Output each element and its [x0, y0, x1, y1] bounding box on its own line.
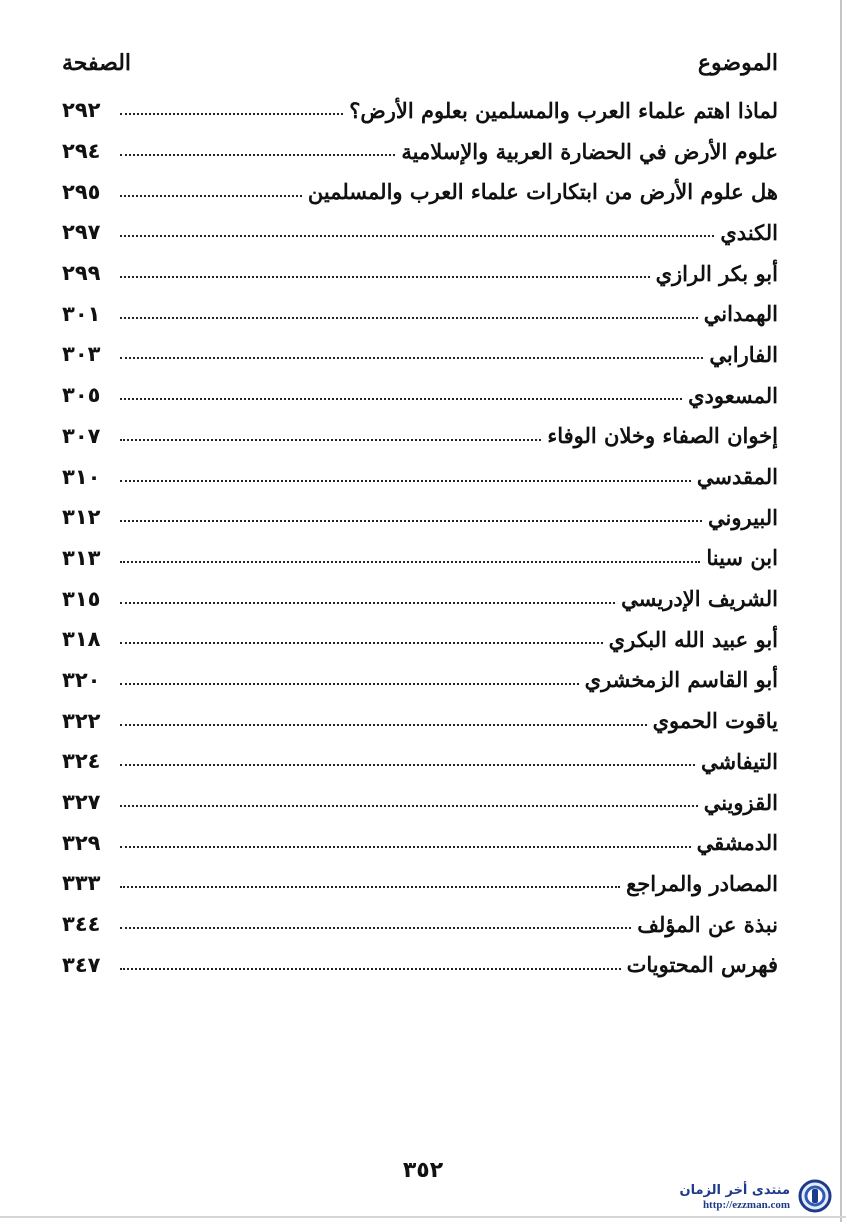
dot-leader — [120, 480, 691, 482]
toc-entry-title: ابن سينا — [706, 545, 778, 571]
toc-entry[interactable] — [62, 538, 778, 579]
toc-entry[interactable] — [62, 456, 778, 497]
toc-entry-page: ٣٢٤ — [62, 749, 101, 774]
toc-entry-title: نبذة عن المؤلف — [637, 911, 778, 937]
toc-entry[interactable] — [62, 293, 778, 334]
toc-entry-page: ٣١٠ — [62, 464, 101, 489]
toc-entry-title: المسعودي — [688, 382, 778, 408]
toc-entry-page: ٣٢٩ — [62, 830, 101, 855]
dot-leader — [120, 927, 631, 929]
toc-entry[interactable] — [62, 212, 778, 253]
dot-leader — [120, 683, 579, 685]
dot-leader — [120, 764, 695, 766]
toc-entry[interactable] — [62, 822, 778, 863]
toc-entry[interactable] — [62, 741, 778, 782]
dot-leader — [120, 154, 395, 156]
toc-entry-page: ٣٢٠ — [62, 667, 101, 692]
toc-entry[interactable] — [62, 578, 778, 619]
toc-header — [62, 50, 778, 86]
watermark-name: منتدى أخر الزمان — [679, 1183, 790, 1199]
toc-entry[interactable] — [62, 416, 778, 457]
dot-leader — [120, 968, 621, 970]
toc-entry[interactable] — [62, 90, 778, 131]
toc-entry-page: ٣١٥ — [62, 586, 101, 611]
dot-leader — [120, 846, 691, 848]
toc-entry-page: ٣٠٧ — [62, 423, 101, 448]
toc-entry[interactable] — [62, 171, 778, 212]
topic-column-label: الموضوع — [697, 50, 778, 76]
toc-entry-page: ٣٤٤ — [62, 912, 101, 937]
dot-leader — [120, 195, 302, 197]
toc-entry[interactable] — [62, 497, 778, 538]
toc-entry-page: ٣٤٧ — [62, 952, 101, 977]
dot-leader — [120, 113, 343, 115]
page-column-label: الصفحة — [62, 50, 132, 76]
page-edge-right — [840, 0, 842, 1222]
toc-entry-title: أبو القاسم الزمخشري — [584, 667, 778, 693]
dot-leader — [120, 886, 620, 888]
toc-entry-title: الدمشقي — [696, 830, 778, 856]
dot-leader — [120, 317, 698, 319]
dot-leader — [120, 602, 615, 604]
dot-leader — [120, 642, 603, 644]
toc-entry-title: علوم الأرض في الحضارة العربية والإسلامية — [401, 138, 778, 164]
toc-entry[interactable] — [62, 944, 778, 985]
toc-entry-title: أبو بكر الرازي — [655, 260, 778, 286]
toc-entry-title: هل علوم الأرض من ابتكارات علماء العرب والمسلمين — [307, 179, 778, 205]
toc-entry-page: ٣١٨ — [62, 627, 101, 652]
toc-entry-title: الشريف الإدريسي — [621, 586, 778, 612]
toc-entry[interactable] — [62, 375, 778, 416]
toc-entry-title: الهمداني — [703, 301, 778, 327]
dot-leader — [120, 276, 650, 278]
toc-entry[interactable] — [62, 334, 778, 375]
toc-entry-page: ٣١٢ — [62, 505, 101, 530]
toc-entry-title: أبو عبيد الله البكري — [608, 626, 778, 652]
dot-leader — [120, 520, 702, 522]
toc-entry-title: إخوان الصفاء وخلان الوفاء — [547, 423, 778, 449]
toc-entry-title: لماذا اهتم علماء العرب والمسلمين بعلوم الأرض؟ — [349, 97, 778, 123]
toc-entry-page: ٣٠١ — [62, 301, 101, 326]
toc-entry-title: المقدسي — [696, 464, 778, 490]
toc-entry-title: فهرس المحتويات — [626, 952, 778, 978]
toc-entry-page: ٣٠٥ — [62, 383, 101, 408]
toc-entry[interactable] — [62, 619, 778, 660]
table-of-contents — [62, 90, 778, 985]
toc-entry[interactable] — [62, 660, 778, 701]
watermark-text — [680, 1184, 791, 1212]
dot-leader — [120, 724, 647, 726]
toc-entry[interactable] — [62, 863, 778, 904]
forum-logo-icon — [798, 1179, 832, 1217]
dot-leader — [120, 398, 682, 400]
toc-entry-title: المصادر والمراجع — [626, 870, 778, 896]
toc-entry-page: ٢٩٢ — [62, 98, 101, 123]
toc-entry-title: الكندي — [720, 219, 778, 245]
dot-leader — [120, 805, 698, 807]
toc-entry-page: ٢٩٥ — [62, 179, 101, 204]
toc-entry[interactable] — [62, 782, 778, 823]
toc-entry-title: الفارابي — [709, 341, 778, 367]
dot-leader — [120, 235, 714, 237]
toc-entry-page: ٣٢٧ — [62, 790, 101, 815]
dot-leader — [120, 561, 700, 563]
toc-entry-title: البيروني — [708, 504, 778, 530]
toc-entry[interactable] — [62, 131, 778, 172]
dot-leader — [120, 439, 541, 441]
toc-entry-page: ٣١٣ — [62, 545, 101, 570]
watermark-url[interactable]: http://ezzman.com — [702, 1199, 790, 1212]
dot-leader — [120, 357, 703, 359]
page-number: ٣٥٢ — [402, 1158, 444, 1183]
toc-entry[interactable] — [62, 253, 778, 294]
toc-entry-page: ٣٠٣ — [62, 342, 101, 367]
toc-entry-title: التيفاشي — [700, 748, 778, 774]
toc-entry-page: ٢٩٩ — [62, 261, 101, 286]
toc-entry-title: ياقوت الحموي — [652, 708, 778, 734]
toc-entry[interactable] — [62, 700, 778, 741]
toc-entry-title: القزويني — [703, 789, 778, 815]
toc-entry-page: ٣٣٣ — [62, 871, 101, 896]
toc-entry-page: ٣٢٢ — [62, 708, 101, 733]
toc-entry[interactable] — [62, 904, 778, 945]
toc-entry-page: ٢٩٧ — [62, 220, 101, 245]
watermark[interactable] — [680, 1178, 833, 1218]
toc-entry-page: ٢٩٤ — [62, 139, 101, 164]
